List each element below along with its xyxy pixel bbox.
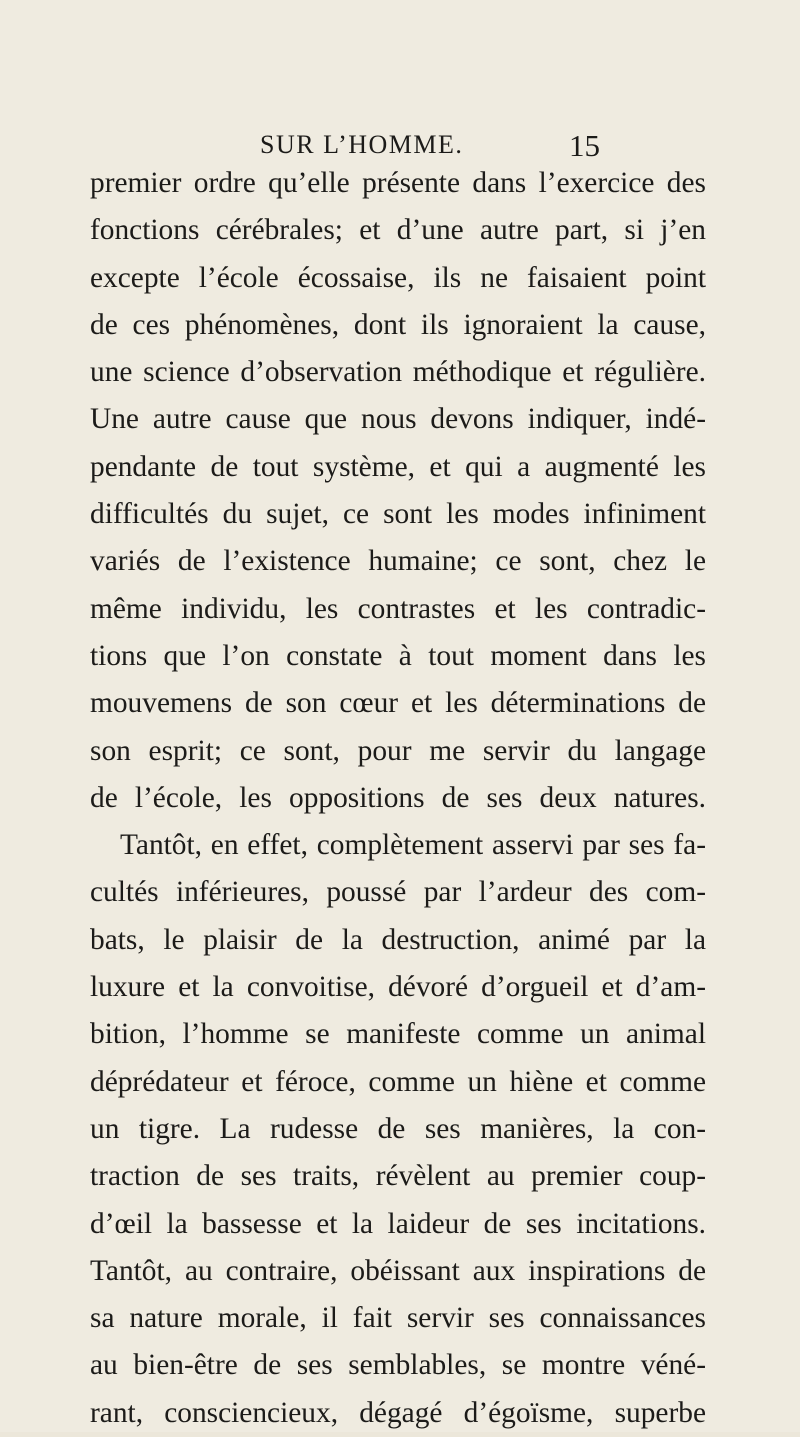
text-line: fonctions cérébrales; et d’une autre part, si j’en [90,214,706,247]
text-line: déprédateur et féroce, comme un hiène et comme [90,1065,706,1098]
text-line: une science d’observation méthodique et régulière. [90,356,706,389]
text-line: son esprit; ce sont, pour me servir du langage [90,734,706,767]
text-line: même individu, les contrastes et les contradic- [90,592,706,625]
text-line: difficultés du sujet, ce sont les modes infiniment [90,498,706,531]
text-line: Tantôt, au contraire, obéissant aux inspirations de [90,1254,706,1287]
text-line: luxure et la convoitise, dévoré d’orgueil et d’am- [90,971,706,1004]
text-line: de ces phénomènes, dont ils ignoraient la cause, [90,308,706,341]
text-line: variés de l’existence humaine; ce sont, chez le [90,545,706,578]
text-line: tions que l’on constate à tout moment dans les [90,639,706,672]
text-line: premier ordre qu’elle présente dans l’exercice des [90,167,706,199]
text-line: sa nature morale, il fait servir ses connaissances [90,1302,706,1335]
text-line: de l’école, les oppositions de ses deux natures. [90,781,706,814]
paragraph-first-line: Tantôt, en effet, complètement asservi par ses fa- [120,829,706,862]
text-line: d’œil la bassesse et la laideur de ses incitations. [90,1207,706,1240]
page-number: 15 [569,128,600,163]
text-line: excepte l’école écossaise, ils ne faisaient point [90,261,706,294]
body-text [90,160,706,1437]
running-head-title: SUR L’HOMME. [260,130,464,159]
text-line: traction de ses traits, révèlent au premier coup- [90,1160,706,1193]
text-line: rant, consciencieux, dégagé d’égoïsme, superbe [90,1396,706,1429]
text-line: Une autre cause que nous devons indiquer, indé- [90,403,706,436]
text-line: au bien-être de ses semblables, se montre véné- [90,1349,706,1382]
text-line: un tigre. La rudesse de ses manières, la con- [90,1112,706,1145]
text-line: bats, le plaisir de la destruction, animé par la [90,923,706,956]
text-line: bition, l’homme se manifeste comme un animal [90,1018,706,1051]
text-line: pendante de tout système, et qui a augmenté les [90,450,706,483]
text-line: mouvemens de son cœur et les déterminations de [90,687,706,720]
text-line: cultés inférieures, poussé par l’ardeur des com- [90,876,706,909]
